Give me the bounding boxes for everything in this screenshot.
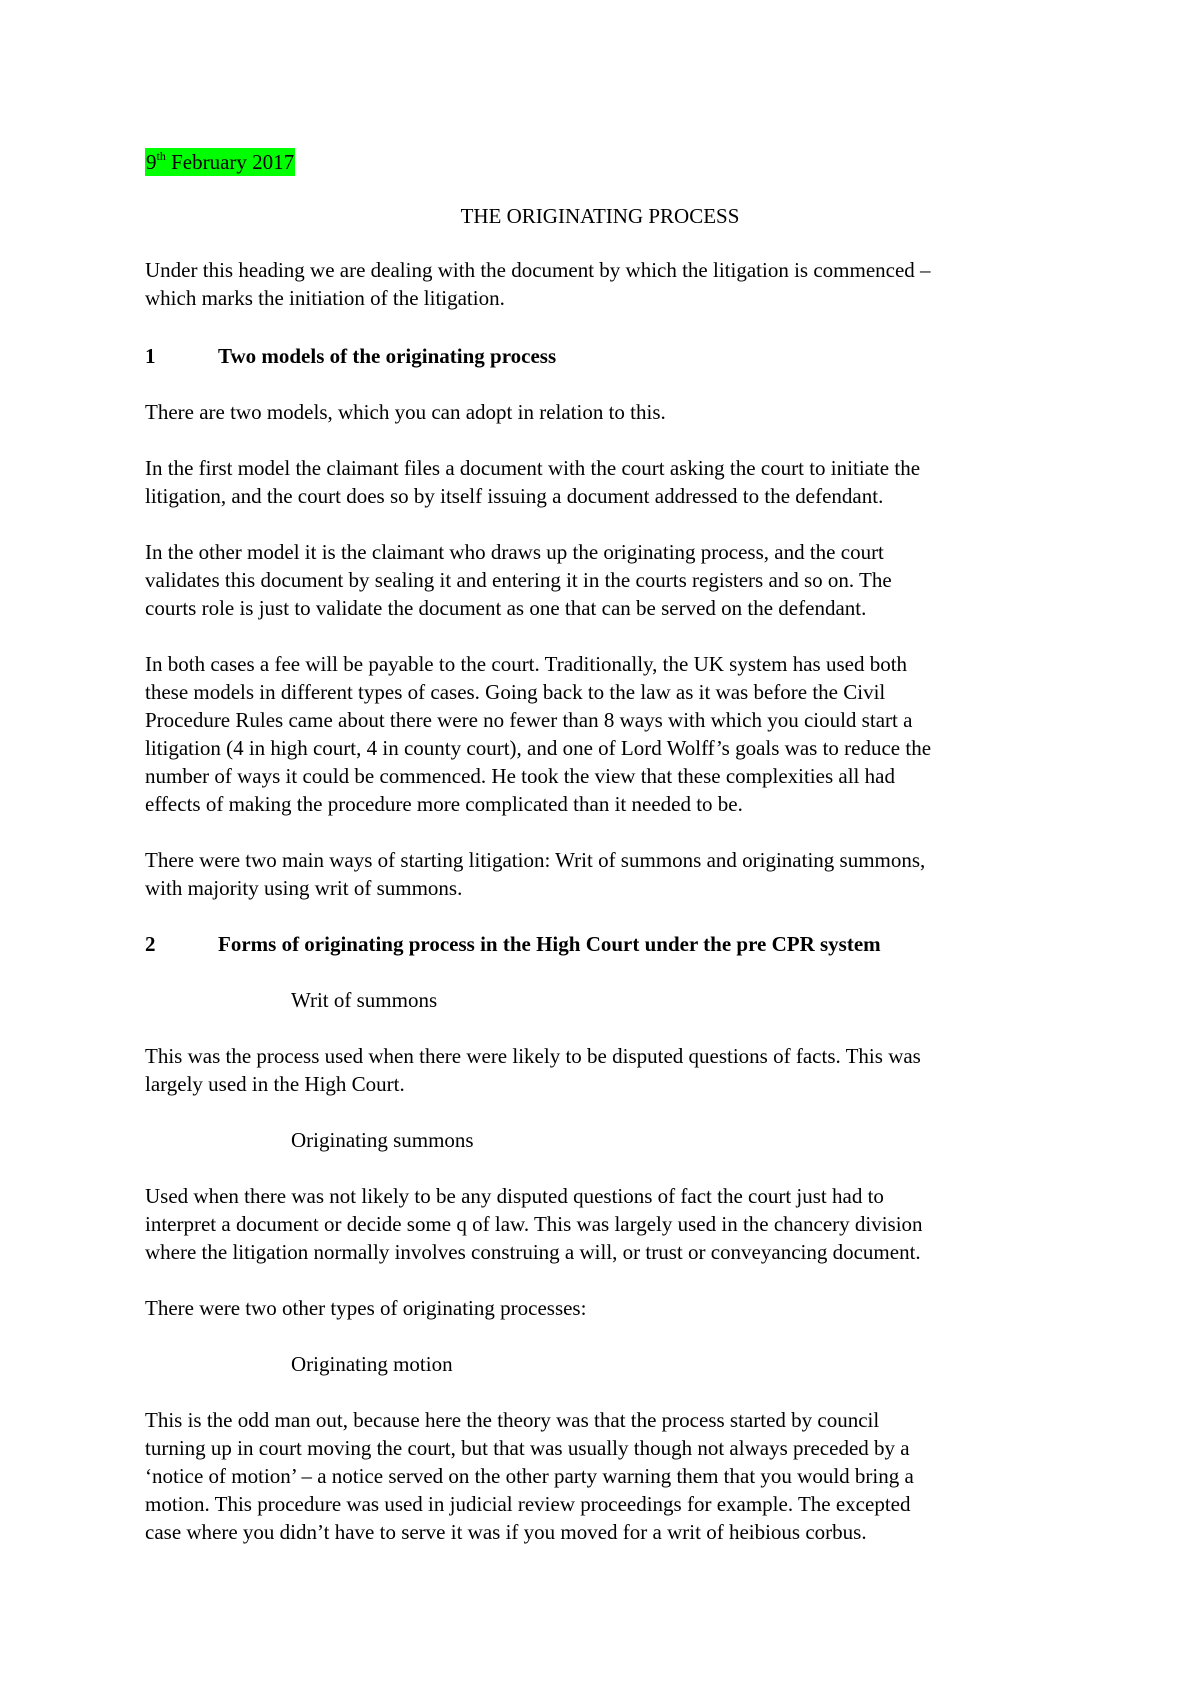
paragraph-line: Procedure Rules came about there were no fewer than 8 ways with which you ciould start a — [145, 708, 913, 732]
paragraph-line: number of ways it could be commenced. He took the view that these complexities all had — [145, 764, 895, 788]
section-heading-text: Two models of the originating process — [218, 344, 557, 368]
paragraph-line: motion. This procedure was used in judicial review proceedings for example. The excepted — [145, 1492, 911, 1516]
paragraph-line: where the litigation normally involves construing a will, or trust or conveyancing document. — [145, 1240, 921, 1264]
paragraph-line: In the first model the claimant files a document with the court asking the court to initiate the — [145, 456, 921, 480]
paragraph-line: ‘notice of motion’ – a notice served on the other party warning them that you would bring a — [145, 1464, 914, 1488]
date-ordinal-suffix: th — [156, 149, 166, 163]
paragraph-line: effects of making the procedure more complicated than it needed to be. — [145, 792, 743, 816]
date-month-year: February 2017 — [165, 150, 295, 174]
subheading-writ-of-summons: Writ of summons — [291, 988, 438, 1012]
intro-line: which marks the initiation of the litigation. — [145, 286, 505, 310]
date-day: 9 — [146, 150, 157, 174]
document-title: THE ORIGINATING PROCESS — [460, 204, 740, 228]
paragraph-line: largely used in the High Court. — [145, 1072, 405, 1096]
intro-line: Under this heading we are dealing with the document by which the litigation is commenced – — [145, 258, 931, 282]
paragraph-line: There are two models, which you can adopt in relation to this. — [145, 400, 666, 424]
section-heading-text: Forms of originating process in the High Court under the pre CPR system — [218, 932, 881, 956]
paragraph-line: In both cases a fee will be payable to the court. Traditionally, the UK system has used both — [145, 652, 908, 676]
paragraph-line: interpret a document or decide some q of law. This was largely used in the chancery division — [145, 1212, 923, 1236]
paragraph-line: There were two main ways of starting litigation: Writ of summons and originating summons, — [145, 848, 926, 872]
paragraph-line: courts role is just to validate the document as one that can be served on the defendant. — [145, 596, 867, 620]
paragraph-line: turning up in court moving the court, but that was usually though not always preceded by a — [145, 1436, 910, 1460]
document-date — [145, 148, 295, 176]
paragraph-line: In the other model it is the claimant who draws up the originating process, and the court — [145, 540, 884, 564]
subheading-originating-motion: Originating motion — [291, 1352, 453, 1376]
paragraph-line: with majority using writ of summons. — [145, 876, 463, 900]
section-number: 2 — [145, 932, 156, 956]
paragraph-line: litigation (4 in high court, 4 in county court), and one of Lord Wolff’s goals was to reduce the — [145, 736, 932, 760]
section-number: 1 — [145, 344, 156, 368]
paragraph-line: Used when there was not likely to be any disputed questions of fact the court just had to — [145, 1184, 884, 1208]
paragraph-line: case where you didn’t have to serve it was if you moved for a writ of heibious corbus. — [145, 1520, 867, 1544]
paragraph-line: litigation, and the court does so by itself issuing a document addressed to the defendant. — [145, 484, 884, 508]
subheading-originating-summons: Originating summons — [291, 1128, 474, 1152]
paragraph-line: these models in different types of cases. Going back to the law as it was before the Civil — [145, 680, 886, 704]
paragraph-line: This is the odd man out, because here the theory was that the process started by council — [145, 1408, 880, 1432]
paragraph-line: There were two other types of originating processes: — [145, 1296, 587, 1320]
paragraph-line: validates this document by sealing it and entering it in the courts registers and so on. The — [145, 568, 892, 592]
section-2-heading — [145, 930, 881, 958]
section-1-heading — [145, 342, 556, 370]
paragraph-line: This was the process used when there were likely to be disputed questions of facts. This was — [145, 1044, 921, 1068]
